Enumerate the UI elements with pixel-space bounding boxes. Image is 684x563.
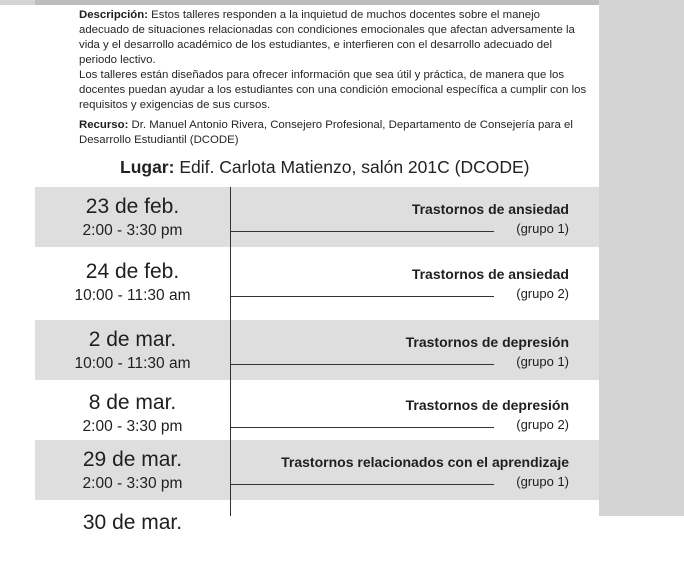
- resource-paragraph: [79, 118, 589, 148]
- session-time: 2:00 - 3:30 pm: [82, 418, 183, 435]
- session-title: Trastornos de ansiedad: [411, 201, 569, 217]
- resource-label: Recurso:: [79, 119, 129, 131]
- description-block: [79, 8, 589, 148]
- session-row: [35, 440, 599, 500]
- session-title: Trastornos de ansiedad: [411, 266, 569, 282]
- session-date: 8 de mar.: [88, 391, 177, 414]
- session-group: (grupo 1): [516, 474, 569, 489]
- row-divider-line: [230, 484, 494, 485]
- right-margin-panel: [599, 0, 684, 516]
- description-text: Estos talleres responden a la inquietud de muchos docentes sobre el manejo adecuado de situaciones relacionadas con condiciones emocionales que afectan adversamente la vida y el desarrollo académico de los estudiantes, e interfieren con el desarrollo adecuado del periodo lectivo.: [79, 9, 575, 66]
- location-line: [120, 157, 529, 178]
- session-group: (grupo 1): [516, 221, 569, 236]
- location-text: Edif. Carlota Matienzo, salón 201C (DCODE): [179, 157, 530, 177]
- session-date: 30 de mar.: [82, 511, 183, 534]
- session-row: [35, 187, 599, 247]
- resource-text: Dr. Manuel Antonio Rivera, Consejero Profesional, Departamento de Consejería para el Desarrollo Estudiantil (DCODE): [79, 119, 573, 146]
- session-date: 2 de mar.: [88, 328, 177, 351]
- session-title: Trastornos relacionados con el aprendizaje: [281, 454, 569, 470]
- session-title: Trastornos de depresión: [405, 397, 569, 413]
- session-row: [35, 383, 599, 443]
- location-label: Lugar:: [120, 157, 175, 177]
- row-divider-line: [230, 364, 494, 365]
- session-row: [35, 503, 599, 563]
- session-date: 23 de feb.: [85, 195, 180, 218]
- session-row: [35, 320, 599, 380]
- session-date: 24 de feb.: [85, 260, 180, 283]
- session-group: (grupo 2): [516, 286, 569, 301]
- row-divider-line: [230, 296, 494, 297]
- top-border-strip: [35, 0, 599, 5]
- left-border-strip: [0, 0, 35, 5]
- session-title: Trastornos de depresión: [405, 334, 569, 350]
- schedule-table: [35, 187, 599, 534]
- session-time: 2:00 - 3:30 pm: [82, 222, 183, 239]
- session-time: 10:00 - 11:30 am: [74, 355, 191, 372]
- schedule-vertical-divider: [230, 187, 231, 516]
- description-paragraph-2: Los talleres están diseñados para ofrecer información que sea útil y práctica, de manera que los docentes puedan ayudar a los estudiantes con una condición emocional específica a cumplir con los requisitos y exigencias de sus cursos.: [79, 69, 587, 111]
- session-date: 29 de mar.: [82, 448, 183, 471]
- session-group: (grupo 1): [516, 354, 569, 369]
- row-divider-line: [230, 231, 494, 232]
- session-group: (grupo 2): [516, 417, 569, 432]
- description-label: Descripción:: [79, 9, 148, 21]
- session-time: 10:00 - 11:30 am: [74, 287, 191, 304]
- description-paragraph: [79, 8, 589, 68]
- session-row: [35, 252, 599, 312]
- session-time: 2:00 - 3:30 pm: [82, 475, 183, 492]
- row-divider-line: [230, 427, 494, 428]
